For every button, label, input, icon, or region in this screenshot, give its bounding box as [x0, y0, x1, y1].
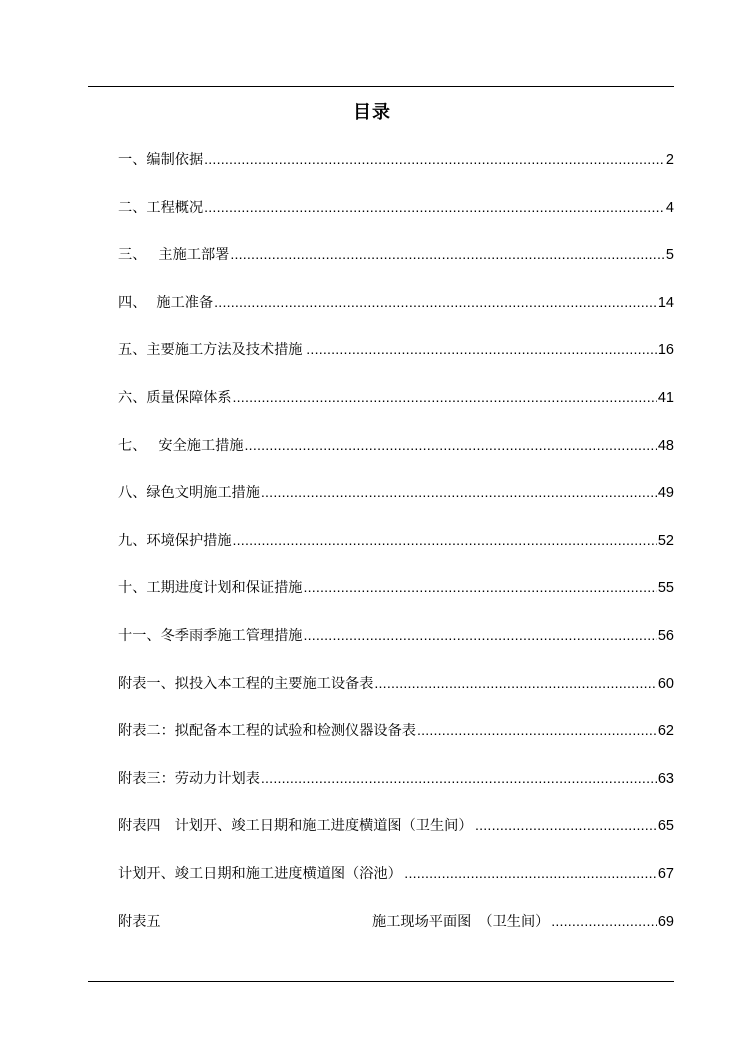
toc-entry-label: 施工现场平面图 （卫生间）: [372, 913, 550, 930]
toc-dot-leader: [261, 766, 657, 792]
toc-entry-page: 67: [657, 865, 674, 882]
toc-entry-label: [118, 242, 229, 268]
toc-title: 目录: [353, 102, 391, 123]
toc-dot-leader: [303, 575, 656, 601]
toc-entry-label: 八、绿色文明施工措施: [118, 485, 260, 502]
toc-entry-label: 十一、冬季雨季施工管理措施: [118, 627, 303, 644]
toc-entry[interactable]: [118, 195, 674, 243]
toc-entry-number: 附表四: [118, 818, 161, 835]
toc-entry-page: 55: [657, 580, 674, 597]
toc-dot-leader: [230, 242, 665, 268]
toc-entry-label: [118, 813, 473, 839]
toc-entry-page: 49: [657, 485, 674, 502]
toc-entry-label: 二、工程概况: [118, 199, 204, 216]
toc-entry-page: 16: [657, 342, 674, 359]
toc-entry-label: [118, 433, 244, 459]
toc-entry-number: 四、: [118, 294, 147, 311]
toc-entry-text: 施工准备: [156, 294, 214, 311]
toc-entry-label: 一、编制依据: [118, 152, 204, 168]
toc-dot-leader: [204, 195, 665, 221]
toc-entry[interactable]: [118, 480, 674, 528]
toc-dot-leader: [233, 385, 657, 411]
toc-entry-page: 63: [657, 770, 674, 787]
toc-entry-label: 六、质量保障体系: [118, 389, 232, 406]
toc-entry[interactable]: [118, 575, 674, 623]
toc-dot-leader: [551, 909, 657, 935]
toc-entry-label: [118, 290, 213, 316]
toc-dot-leader: [214, 290, 657, 316]
toc-entry-text: 主施工部署: [158, 247, 230, 264]
toc-dot-leader: [417, 718, 657, 744]
toc-entry-page: 14: [657, 294, 674, 311]
toc-entry-page: 41: [657, 389, 674, 406]
toc-entry[interactable]: [118, 242, 674, 290]
toc-entry[interactable]: [118, 718, 674, 766]
toc-entry[interactable]: [118, 385, 674, 433]
toc-entry-label: 十、工期进度计划和保证措施: [118, 580, 303, 597]
toc-entry[interactable]: [118, 813, 674, 861]
toc-dot-leader: [306, 337, 657, 363]
toc-entry-page: 60: [657, 675, 674, 692]
toc-entry-page: 5: [665, 247, 674, 264]
toc-entry-page: 2: [665, 152, 674, 168]
toc-entry[interactable]: [118, 671, 674, 719]
toc-entry-page: 52: [657, 532, 674, 549]
toc-entry[interactable]: [118, 766, 674, 814]
toc-entry-label: 附表三：劳动力计划表: [118, 770, 260, 787]
toc-entry-page: 4: [665, 199, 674, 216]
toc-entry-label: 附表一、拟投入本工程的主要施工设备表: [118, 675, 374, 692]
header-rule: [88, 86, 674, 87]
toc-entry-page: 62: [657, 723, 674, 740]
toc-entry[interactable]: [118, 909, 674, 957]
toc-entry-label: 计划开、竣工日期和施工进度横道图（浴池）: [118, 865, 402, 882]
toc-entry[interactable]: [118, 861, 674, 909]
toc-dot-leader: [261, 480, 657, 506]
toc-dot-leader: [303, 623, 656, 649]
toc-entry-label: 附表二：拟配备本工程的试验和检测仪器设备表: [118, 723, 416, 740]
toc-dot-leader: [245, 433, 657, 459]
toc-entry-label: 九、环境保护措施: [118, 532, 232, 549]
toc-entry-text: 计划开、竣工日期和施工进度横道图（卫生间）: [174, 818, 473, 835]
toc-entry-number: 七、: [118, 437, 147, 454]
toc-entry[interactable]: [118, 528, 674, 576]
toc-entry-label: 五、主要施工方法及技术措施: [118, 342, 303, 359]
toc-list: [118, 147, 674, 956]
toc-entry-page: 48: [657, 437, 674, 454]
toc-entry-page: 69: [657, 913, 674, 930]
toc-entry[interactable]: [118, 290, 674, 338]
toc-entry-page: 56: [657, 627, 674, 644]
toc-entry[interactable]: [118, 433, 674, 481]
toc-dot-leader: [233, 528, 657, 554]
toc-entry[interactable]: [118, 337, 674, 385]
toc-entry-number: 附表五: [118, 913, 161, 930]
toc-dot-leader: [204, 147, 665, 173]
toc-entry-text: 安全施工措施: [158, 437, 244, 454]
footer-rule: [88, 981, 674, 982]
toc-entry[interactable]: [118, 623, 674, 671]
toc-dot-leader: [374, 671, 656, 697]
toc-entry[interactable]: [118, 147, 674, 195]
toc-entry-number: 三、: [118, 247, 147, 264]
toc-entry-page: 65: [657, 818, 674, 835]
toc-dot-leader: [404, 861, 657, 887]
toc-dot-leader: [475, 813, 657, 839]
